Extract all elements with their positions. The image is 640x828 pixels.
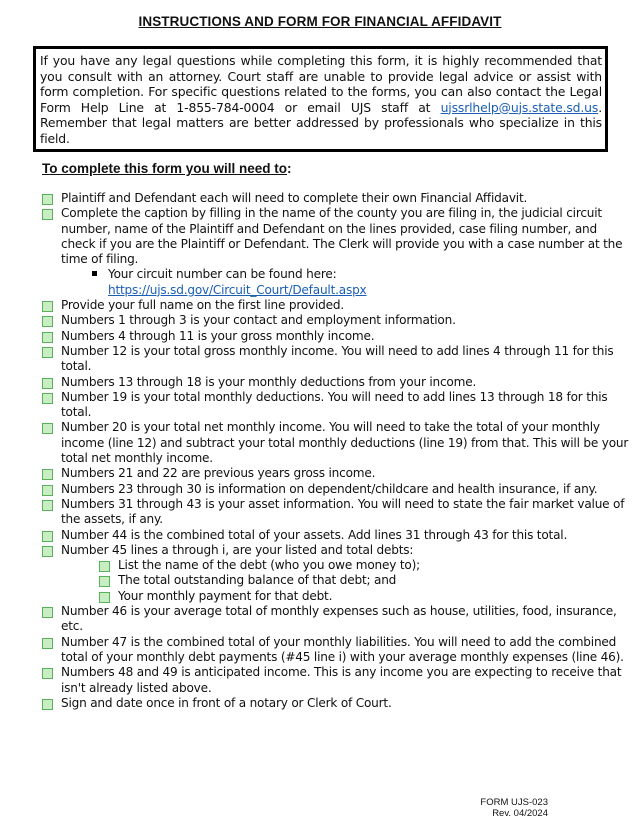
checkbox-icon: [42, 485, 53, 496]
section-heading-colon: :: [287, 161, 292, 176]
list-item-text: Number 46 is your average total of monthly expenses such as house, utilities, food, insurance, etc.: [61, 604, 617, 634]
checkbox-icon: [42, 469, 53, 480]
list-item: [0, 313, 640, 328]
checkbox-icon: [42, 393, 53, 404]
list-item: [0, 375, 640, 390]
list-item-text: Numbers 4 through 11 is your gross monthly income.: [61, 328, 375, 343]
checkbox-icon: [42, 546, 53, 557]
checkbox-icon: [42, 316, 53, 327]
list-item: [0, 543, 640, 558]
checkbox-icon: [42, 378, 53, 389]
list-item-text: Number 47 is the combined total of your monthly liabilities. You will need to add the combined total of your monthly debt payments (#45 line i) with your average monthly expenses (line 46).: [61, 634, 624, 664]
list-item-text: Number 19 is your total monthly deductions. You will need to add lines 13 through 18 for this total.: [61, 389, 608, 420]
circuit-info-text: Your circuit number can be found here:: [108, 267, 337, 282]
list-item-text: Numbers 48 and 49 is anticipated income. This is any income you are expecting to receive that isn't already listed above.: [61, 665, 622, 695]
list-item-text: Numbers 1 through 3 is your contact and employment information.: [61, 313, 456, 328]
list-item-text: Plaintiff and Defendant each will need to complete their own Financial Affidavit.: [61, 191, 528, 205]
checkbox-icon: [42, 194, 53, 205]
debt-subitem-text: Your monthly payment for that debt.: [118, 588, 333, 603]
list-item: [0, 635, 640, 666]
list-item-text: Complete the caption by filling in the name of the county you are filing in, the judicial circuit number, name of the Plaintiff and Defendant on the lines provided, case filing number, and check if you are the Plaintiff or Defendant. The Clerk will provide you with a case number at the time of filing.: [61, 206, 623, 267]
checkbox-icon: [42, 209, 53, 220]
list-item: [0, 466, 640, 481]
section-heading-text: To complete this form you will need to: [42, 161, 288, 176]
debt-subitem: [0, 573, 640, 588]
list-item: [0, 390, 640, 421]
debt-subitem: [0, 589, 640, 604]
form-footer: [450, 797, 548, 819]
circuit-info-item: [0, 267, 640, 298]
checkbox-icon: [42, 332, 53, 343]
list-item: [0, 420, 640, 466]
instructions-list: [0, 191, 640, 711]
list-item-text: Number 20 is your total net monthly income. You will need to take the total of your monthly income (line 12) and subtract your total monthly deductions (line 19) from that. This will be your total net monthly income.: [61, 420, 629, 466]
checkbox-icon: [42, 500, 53, 511]
checkbox-icon: [42, 699, 53, 710]
list-item: [0, 497, 640, 528]
list-item: [0, 344, 640, 375]
circuit-court-link[interactable]: https://ujs.sd.gov/Circuit_Court/Default.aspx: [108, 282, 367, 297]
list-item: [0, 696, 640, 711]
form-revision: Rev. 04/2024: [492, 808, 548, 819]
checkbox-icon: [42, 607, 53, 618]
page-title: INSTRUCTIONS AND FORM FOR FINANCIAL AFFIDAVIT: [138, 14, 502, 29]
list-item-text: Number 12 is your total gross monthly income. You will need to add lines 4 through 11 for this total.: [61, 343, 614, 374]
list-item-text: Numbers 21 and 22 are previous years gross income.: [61, 466, 376, 481]
list-item: [0, 298, 640, 313]
square-bullet-icon: [92, 271, 97, 276]
notice-text-end: . Remember that legal matters are better addressed by professionals who specialize in this field.: [40, 99, 602, 146]
debt-subitem-text: List the name of the debt (who you owe money to);: [118, 558, 420, 573]
checkbox-icon: [42, 531, 53, 542]
list-item-text: Numbers 13 through 18 is your monthly deductions from your income.: [61, 374, 477, 389]
checkbox-icon: [42, 423, 53, 434]
checkbox-icon: [42, 301, 53, 312]
section-heading: [42, 161, 292, 176]
checkbox-icon: [42, 347, 53, 358]
debt-subitem: [0, 558, 640, 573]
list-item: [0, 528, 640, 543]
list-item: [0, 665, 640, 696]
notice-text: If you have any legal questions while completing this form, it is highly recommended that you consult with an attorney. Court staff are unable to provide legal advice or assist with form completion. For specific questions related to the forms, you can also contact the Legal Form Help Line at 1-855-784-0004 or email UJS staff at: [40, 53, 602, 115]
list-item-text: Sign and date once in front of a notary or Clerk of Court.: [61, 695, 392, 710]
checkbox-icon: [42, 638, 53, 649]
help-email-link[interactable]: ujssrlhelp@ujs.state.sd.us: [440, 99, 599, 115]
list-item-text: Number 45 lines a through i, are your listed and total debts:: [61, 542, 414, 557]
checkbox-icon: [99, 592, 110, 603]
list-item: [0, 206, 640, 267]
checkbox-icon: [99, 576, 110, 587]
form-number: FORM UJS-023: [480, 797, 548, 808]
debt-subitem-text: The total outstanding balance of that debt; and: [118, 573, 397, 588]
list-item-text: Numbers 31 through 43 is your asset information. You will need to state the fair market value of the assets, if any.: [61, 496, 625, 527]
legal-notice-box: [33, 46, 608, 152]
list-item: [0, 191, 640, 206]
list-item-text: Numbers 23 through 30 is information on dependent/childcare and health insurance, if any.: [61, 481, 598, 496]
list-item: [0, 329, 640, 344]
list-item: [0, 604, 640, 635]
list-item: [0, 482, 640, 497]
list-item-text: Number 44 is the combined total of your assets. Add lines 31 through 43 for this total.: [61, 527, 568, 542]
checkbox-icon: [42, 668, 53, 679]
list-item-text: Provide your full name on the first line provided.: [61, 298, 345, 313]
checkbox-icon: [99, 561, 110, 572]
